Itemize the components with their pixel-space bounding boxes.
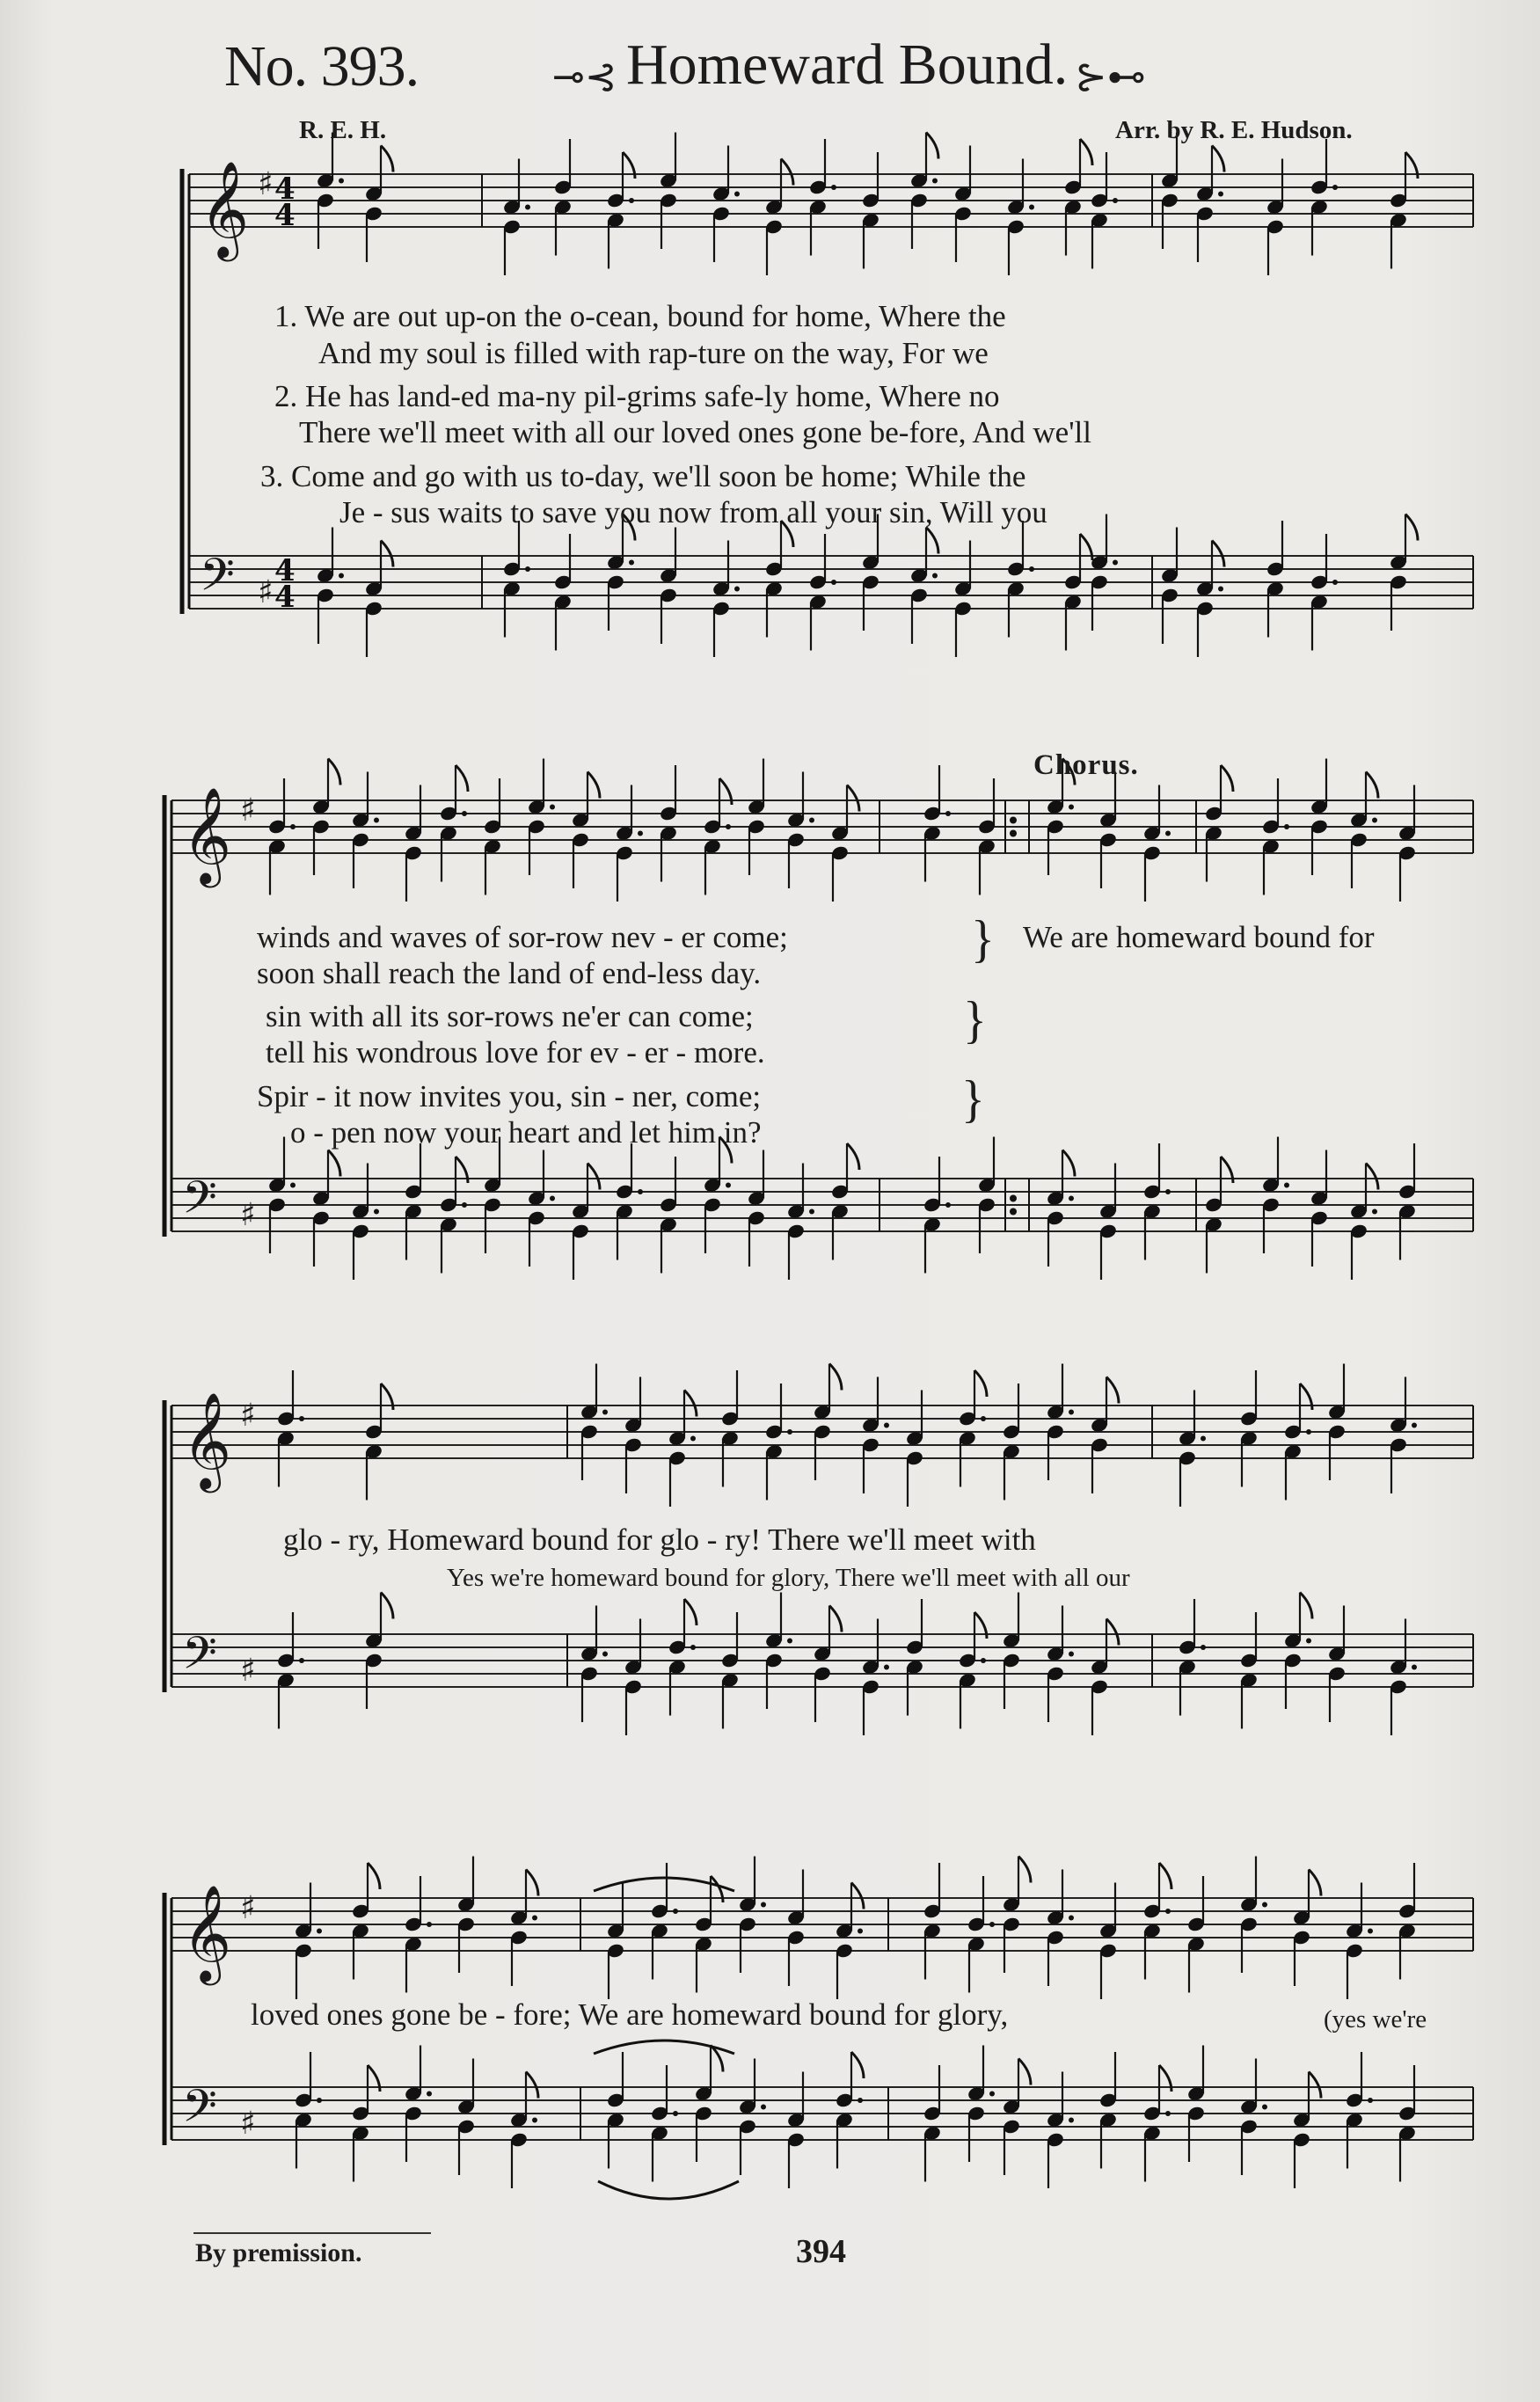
dot <box>339 573 344 579</box>
dot <box>602 1652 608 1657</box>
dot <box>734 192 740 197</box>
dot <box>629 198 634 203</box>
dot <box>945 811 951 816</box>
note-flag <box>588 1164 600 1190</box>
treble-clef-icon: 𝄞 <box>182 1392 232 1489</box>
time-signature-icon: 4 <box>274 198 296 233</box>
dot <box>945 1202 951 1208</box>
dot <box>525 566 530 572</box>
hymn-number: No. 393. <box>224 34 420 99</box>
dot <box>858 1929 863 1934</box>
dot <box>690 1645 696 1650</box>
dot <box>317 2098 322 2103</box>
sharp-icon: ♯ <box>258 574 274 610</box>
dot <box>550 805 555 810</box>
ornament-right-icon: ⊱⊷ <box>1075 55 1146 99</box>
note-flag <box>851 1883 864 1909</box>
system-2-line-3: sin with all its sor-rows ne'er can come; <box>266 999 754 1033</box>
note-flag <box>1366 1164 1378 1190</box>
note-flag <box>1159 1863 1171 1889</box>
arranger-credit: Arr. by R. E. Hudson. <box>1115 116 1353 144</box>
note-flag <box>847 785 859 812</box>
dot <box>831 185 836 190</box>
verse-2-line-b: There we'll meet with all our loved ones gone be-fore, And we'll <box>299 415 1091 449</box>
sharp-icon: ♯ <box>240 2106 256 2142</box>
sharp-icon: ♯ <box>240 1653 256 1689</box>
note-flag <box>829 1606 842 1632</box>
dot <box>462 811 467 816</box>
dot <box>1069 2118 1074 2123</box>
dot <box>1029 205 1034 210</box>
dot <box>1113 198 1118 203</box>
note-flag <box>926 528 938 554</box>
chorus-line-start: We are homeward bound for <box>1023 920 1375 954</box>
note-flag <box>588 772 600 799</box>
page-number: 394 <box>796 2233 846 2270</box>
dot <box>299 1658 304 1663</box>
hymn-title: Homeward Bound. <box>626 33 1069 97</box>
note-flag <box>328 759 340 785</box>
system-2-line-6: o - pen now your heart and let him in? <box>290 1115 762 1150</box>
time-signature-icon: 4 <box>274 172 296 207</box>
dot <box>932 179 938 184</box>
dot <box>726 1183 731 1188</box>
dot <box>374 1209 379 1215</box>
treble-clef-icon: 𝄞 <box>182 1885 232 1982</box>
note-flag <box>1106 1377 1119 1404</box>
dot <box>290 824 296 829</box>
dot <box>1201 1436 1206 1442</box>
dot <box>989 1922 995 1927</box>
dot <box>884 1665 889 1670</box>
note-flag <box>1018 2059 1031 2085</box>
dot <box>339 179 344 184</box>
dot <box>427 1922 432 1927</box>
dot <box>299 1416 304 1421</box>
dot <box>427 2092 432 2097</box>
dot <box>1069 805 1074 810</box>
system-4-lyric: loved ones gone be - fore; We are homeward bound for glory, <box>251 1997 1009 2032</box>
dot <box>1165 1909 1171 1914</box>
note-flag <box>368 1863 380 1889</box>
note-flag <box>974 1370 987 1397</box>
chorus-label: Chorus. <box>1033 749 1139 781</box>
note-flag <box>1018 1857 1031 1883</box>
dot <box>1262 2105 1267 2110</box>
repeat-dot <box>1010 830 1017 837</box>
note-flag <box>381 146 393 172</box>
note-flag <box>684 1599 697 1625</box>
note-flag <box>1062 1150 1075 1177</box>
dot <box>989 2092 995 2097</box>
dot <box>690 1436 696 1442</box>
bass-clef-icon: 𝄢 <box>182 1171 217 1235</box>
dot <box>858 2098 863 2103</box>
repeat-dot <box>1010 1208 1017 1216</box>
note-flag <box>328 1150 340 1177</box>
dot <box>809 818 814 823</box>
note-flag <box>847 1143 859 1170</box>
footer-rule <box>193 2232 431 2234</box>
dot <box>532 2118 537 2123</box>
dot <box>1113 560 1118 566</box>
dot <box>1332 580 1338 585</box>
note-flag <box>1366 772 1378 799</box>
dot <box>1372 1209 1377 1215</box>
dot <box>1332 185 1338 190</box>
repeat-dot <box>1010 817 1017 824</box>
dot <box>787 1429 792 1435</box>
dot <box>550 1196 555 1201</box>
dot <box>761 2105 766 2110</box>
dot <box>638 831 643 836</box>
note-flag <box>456 765 468 792</box>
treble-clef-icon: 𝄞 <box>200 161 250 258</box>
system-3-echo-lyric: Yes we're homeward bound for glory, There we'll meet with all our <box>447 1564 1130 1592</box>
dot <box>1372 818 1377 823</box>
permission-note: By premission. <box>195 2238 362 2267</box>
dot <box>1306 1429 1311 1435</box>
dot <box>1201 1645 1206 1650</box>
dot <box>1412 1423 1417 1428</box>
note-flag <box>1309 2072 1321 2099</box>
brace-icon: } <box>963 991 987 1049</box>
note-flag <box>1080 139 1092 165</box>
system-2-line-5: Spir - it now invites you, sin - ner, come; <box>257 1079 762 1113</box>
time-signature-icon: 4 <box>274 580 296 615</box>
note-flag <box>526 2072 538 2099</box>
dot <box>1218 587 1223 592</box>
dot <box>1029 566 1034 572</box>
dot <box>1165 831 1171 836</box>
dot <box>1165 1189 1171 1194</box>
treble-clef-icon: 𝄞 <box>182 787 232 884</box>
note-flag <box>926 133 938 159</box>
dot <box>734 587 740 592</box>
dot <box>1218 192 1223 197</box>
time-signature-icon: 4 <box>274 553 296 588</box>
words-credit: R. E. H. <box>299 116 387 144</box>
note-flag <box>1405 515 1418 541</box>
dot <box>1284 1183 1289 1188</box>
brace-icon: } <box>961 1070 985 1128</box>
slur <box>594 2041 734 2054</box>
note-flag <box>526 1870 538 1896</box>
note-flag <box>1212 146 1224 172</box>
dot <box>761 1902 766 1908</box>
bass-clef-icon: 𝄢 <box>182 1626 217 1690</box>
system-4-echo-lyric: (yes we're <box>1324 2005 1427 2033</box>
dot <box>1165 2111 1171 2116</box>
sharp-icon: ♯ <box>240 1398 256 1434</box>
dot <box>629 560 634 566</box>
dot <box>809 1209 814 1215</box>
sharp-icon: ♯ <box>258 166 274 202</box>
note-flag <box>851 2052 864 2078</box>
note-flag <box>684 1391 697 1417</box>
system-2-line-2: soon shall reach the land of end-less day. <box>257 956 762 990</box>
dot <box>1262 1902 1267 1908</box>
verse-3-line-b: Je - sus waits to save you now from all your sin, Will you <box>339 495 1047 529</box>
dot <box>1368 1929 1373 1934</box>
note-flag <box>829 1364 842 1391</box>
dot <box>831 580 836 585</box>
note-flag <box>1212 541 1224 567</box>
verse-1-line-b: And my soul is filled with rap-ture on the way, For we <box>318 336 989 370</box>
bass-clef-icon: 𝄢 <box>200 548 235 612</box>
dot <box>1069 1196 1074 1201</box>
note-flag <box>1300 1593 1312 1619</box>
dot <box>602 1410 608 1415</box>
dot <box>1368 2098 1373 2103</box>
sharp-icon: ♯ <box>240 792 256 829</box>
verse-1-line-a: 1. We are out up-on the o-cean, bound for home, Where the <box>274 299 1006 333</box>
note-flag <box>1309 1870 1321 1896</box>
dot <box>981 1416 986 1421</box>
verse-3-line-a: 3. Come and go with us to-day, we'll soon be home; While the <box>260 459 1026 493</box>
system-2-line-4: tell his wondrous love for ev - er - more. <box>266 1035 765 1070</box>
note-flag <box>1106 1619 1119 1646</box>
system-2-line-1: winds and waves of sor-row nev - er come; <box>257 920 788 954</box>
dot <box>981 1658 986 1663</box>
repeat-dot <box>1010 1195 1017 1202</box>
system-3-lyric: glo - ry, Homeward bound for glo - ry! There we'll meet with <box>283 1522 1036 1557</box>
ornament-left-icon: ⊸⊰ <box>552 55 617 99</box>
note-flag <box>381 541 393 567</box>
dot <box>462 1202 467 1208</box>
slur <box>598 2181 739 2199</box>
bass-clef-icon: 𝄢 <box>182 2079 217 2143</box>
dot <box>1306 1639 1311 1644</box>
dot <box>317 1929 322 1934</box>
dot <box>884 1423 889 1428</box>
dot <box>1069 1410 1074 1415</box>
dot <box>673 1909 678 1914</box>
sharp-icon: ♯ <box>240 1197 256 1233</box>
dot <box>673 2111 678 2116</box>
dot <box>525 205 530 210</box>
dot <box>374 818 379 823</box>
dot <box>532 1916 537 1921</box>
note-flag <box>1221 765 1233 792</box>
sharp-icon: ♯ <box>240 1890 256 1926</box>
dot <box>787 1639 792 1644</box>
dot <box>932 573 938 579</box>
dot <box>1412 1665 1417 1670</box>
note-flag <box>781 159 793 186</box>
dot <box>1069 1652 1074 1657</box>
brace-icon: } <box>971 910 995 968</box>
note-flag <box>381 1593 393 1619</box>
dot <box>1069 1916 1074 1921</box>
dot <box>1284 824 1289 829</box>
verse-2-line-a: 2. He has land-ed ma-ny pil-grims safe-ly home, Where no <box>274 379 1000 413</box>
dot <box>726 824 731 829</box>
dot <box>638 1189 643 1194</box>
dot <box>290 1183 296 1188</box>
